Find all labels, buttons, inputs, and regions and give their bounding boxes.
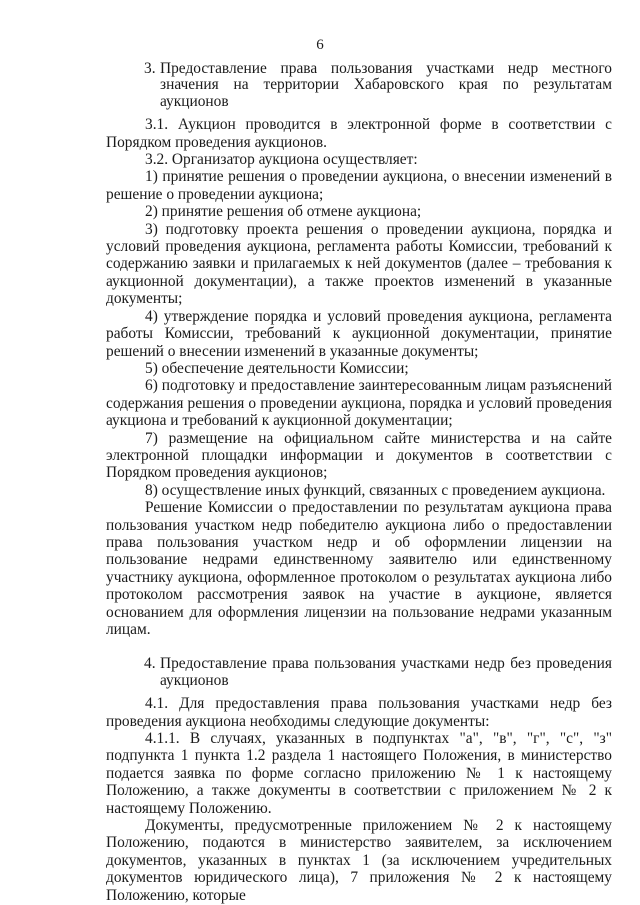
commission-decision-paragraph: Решение Комиссии о предоставлении по результатам аукциона права пользования участком недр победителю аукциона либо о предоставлении права пользования участком недр и об оформлении лицензии на пользование недрами единственному заявителю или единственному участнику аукциона, оформленное протоколом о результатах аукциона либо протоколом рассмотрения заявок на участие в аукционе, является основанием для оформления лицензии на пользование недрами указанным лицам. (106, 499, 612, 638)
section-3-heading (144, 61, 612, 110)
paragraph-3-1: 3.1. Аукцион проводится в электронной форме в соответствии с Порядком проведения аукционов. (106, 116, 612, 151)
list-item-3: 3) подготовку проекта решения о проведении аукциона, порядка и условий проведения аукциона, регламента работы Комиссии, требований к содержанию заявки и прилагаемых к ней документов (далее – требования к аукционной документации), а также проектов изменений в указанные документы; (106, 220, 612, 308)
list-item-7: 7) размещение на официальном сайте министерства и на сайте электронной площадки информации и документов в соответствии с Порядком проведения аукционов; (106, 429, 612, 482)
list-item-5: 5) обеспечение деятельности Комиссии; (145, 359, 409, 377)
paragraph-3-2: 3.2. Организатор аукциона осуществляет: (145, 151, 418, 169)
section-4-title: Предоставление права пользования участками недр без проведения аукционов (160, 655, 612, 689)
paragraph-4-1-1: 4.1.1. В случаях, указанных в подпунктах "а", "в", "г", "с", "з" подпункта 1 пункта 1.2 раздела 1 настоящего Положения, в министерство подается заявка по форме согласно приложению № 1 к настоящему Положению, а также документы в соответствии с приложением № 2 к настоящему Положению. (106, 730, 612, 817)
list-item-2: 2) принятие решения об отмене аукциона; (145, 203, 422, 221)
section-3-title: Предоставление права пользования участками недр местного значения на территории Хабаровского края по результатам аукционов (160, 60, 612, 110)
section-3-number: 3. (144, 60, 156, 77)
section-4-heading (144, 656, 612, 689)
section-4-number: 4. (144, 655, 156, 673)
list-item-1: 1) принятие решения о проведении аукциона, о внесении изменений в решение о проведении аукциона; (106, 168, 612, 203)
page-number: 6 (316, 37, 324, 53)
list-item-6: 6) подготовку и предоставление заинтересованным лицам разъяснений содержания решения о проведении аукциона, порядка и условий проведения аукциона и требований к аукционной документации; (106, 377, 612, 430)
document-body (106, 61, 612, 904)
list-item-8: 8) осуществление иных функций, связанных с проведением аукциона. (145, 481, 606, 499)
list-item-4: 4) утверждение порядка и условий проведения аукциона, регламента работы Комиссии, требований к аукционной документации, принятие решений о внесении изменений в указанные документы; (106, 307, 612, 360)
documents-paragraph: Документы, предусмотренные приложением № 2 к настоящему Положению, подаются в министерство заявителем, за исключением документов, указанных в пунктах 1 (за исключением учредительных документов юридического лица), 7 приложения № 2 к настоящему Положению, которые (106, 817, 612, 904)
paragraph-4-1: 4.1. Для предоставления права пользования участками недр без проведения аукциона необходимы следующие документы: (106, 695, 612, 730)
